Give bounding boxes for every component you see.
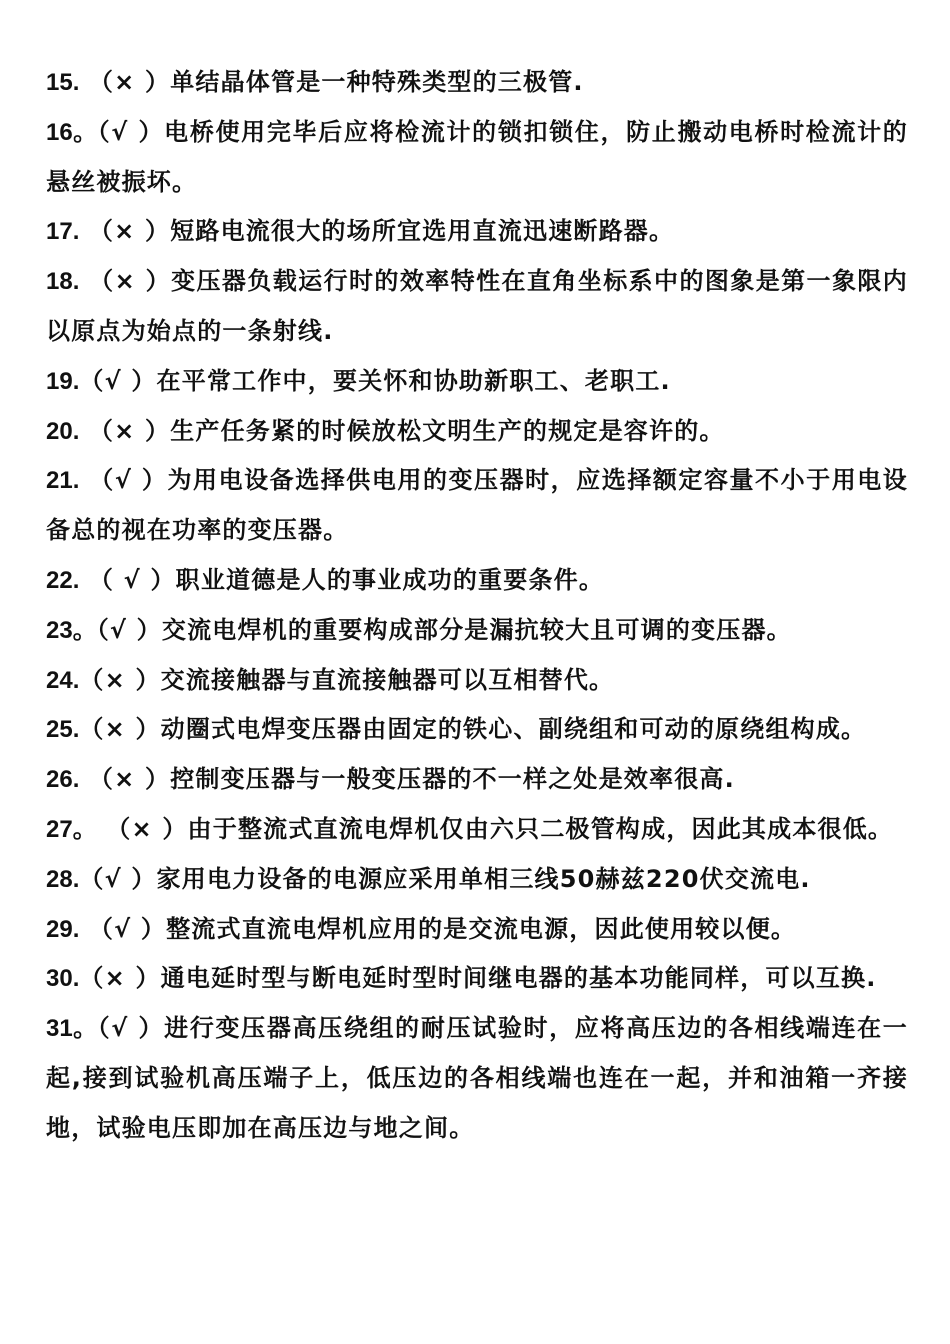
question-text: （× ）通电延时型与断电延时型时间继电器的基本功能同样，可以互换. xyxy=(79,964,877,993)
question-number: 30. xyxy=(46,965,80,993)
question-text: （ √ ）职业道德是人的事业成功的重要条件。 xyxy=(79,565,605,594)
question-number: 22. xyxy=(46,566,80,594)
question-number: 16。 xyxy=(46,118,98,146)
question-28 xyxy=(46,855,908,905)
question-text: （√ ）家用电力设备的电源应采用单相三线50赫兹220伏交流电. xyxy=(79,864,811,893)
question-30 xyxy=(46,954,908,1004)
question-26 xyxy=(46,755,908,805)
question-text: （× ）单结晶体管是一种特殊类型的三极管. xyxy=(79,68,584,96)
question-number: 29. xyxy=(46,915,80,943)
question-text: （√ ）整流式直流电焊机应用的是交流电源，因此使用较以便。 xyxy=(79,914,797,943)
question-21 xyxy=(46,456,908,556)
question-20 xyxy=(46,407,908,457)
question-text: （× ）变压器负载运行时的效率特性在直角坐标系中的图象是第一象限内以原点为始点的一条射线. xyxy=(46,267,908,345)
question-number: 23。 xyxy=(46,616,97,644)
question-number: 17. xyxy=(46,218,80,246)
question-number: 25. xyxy=(46,716,80,744)
question-24 xyxy=(46,656,908,706)
question-17 xyxy=(46,207,908,257)
question-19 xyxy=(46,357,908,407)
question-text: （× ）控制变压器与一般变压器的不一样之处是效率很高. xyxy=(79,765,735,794)
question-25 xyxy=(46,705,908,755)
question-number: 31。 xyxy=(46,1015,98,1043)
question-text: （× ）动圈式电焊变压器由固定的铁心、副绕组和可动的原绕组构成。 xyxy=(79,715,867,744)
question-16 xyxy=(46,108,908,208)
question-22 xyxy=(46,556,908,606)
question-18 xyxy=(46,257,908,357)
question-list xyxy=(46,58,908,1154)
question-text: （√ ）进行变压器高压绕组的耐压试验时，应将高压边的各相线端连在一起,接到试验机高压端子上，低压边的各相线端也连在一起，并和油箱一齐接地，试验电压即加在高压边与地之间。 xyxy=(46,1014,908,1142)
question-number: 15. xyxy=(46,69,80,96)
question-number: 27。 xyxy=(46,815,97,843)
question-number: 18. xyxy=(46,268,80,296)
question-number: 20. xyxy=(46,417,80,445)
question-number: 24. xyxy=(46,666,80,694)
question-text: （√ ）为用电设备选择供电用的变压器时，应选择额定容量不小于用电设备总的视在功率的变压器。 xyxy=(46,466,908,545)
question-text: （× ）生产任务紧的时候放松文明生产的规定是容许的。 xyxy=(79,416,725,445)
question-23 xyxy=(46,606,908,656)
question-text: （× ）交流接触器与直流接触器可以互相替代。 xyxy=(79,665,615,694)
question-number: 19. xyxy=(46,367,80,395)
question-text: （× ）由于整流式直流电焊机仅由六只二极管构成，因此其成本很低。 xyxy=(96,814,894,843)
question-29 xyxy=(46,905,908,955)
question-15 xyxy=(46,58,908,108)
question-27 xyxy=(46,805,908,855)
question-text: （× ）短路电流很大的场所宜选用直流迅速断路器。 xyxy=(79,217,675,246)
question-text: （√ ）在平常工作中，要关怀和协助新职工、老职工. xyxy=(79,366,671,395)
question-31 xyxy=(46,1004,908,1153)
question-text: （√ ）电桥使用完毕后应将检流计的锁扣锁住，防止搬动电桥时检流计的悬丝被振坏。 xyxy=(46,117,908,196)
question-number: 21. xyxy=(46,467,80,495)
question-number: 28. xyxy=(46,865,80,893)
question-text: （√ ）交流电焊机的重要构成部分是漏抗较大且可调的变压器。 xyxy=(96,615,792,644)
question-number: 26. xyxy=(46,766,80,794)
